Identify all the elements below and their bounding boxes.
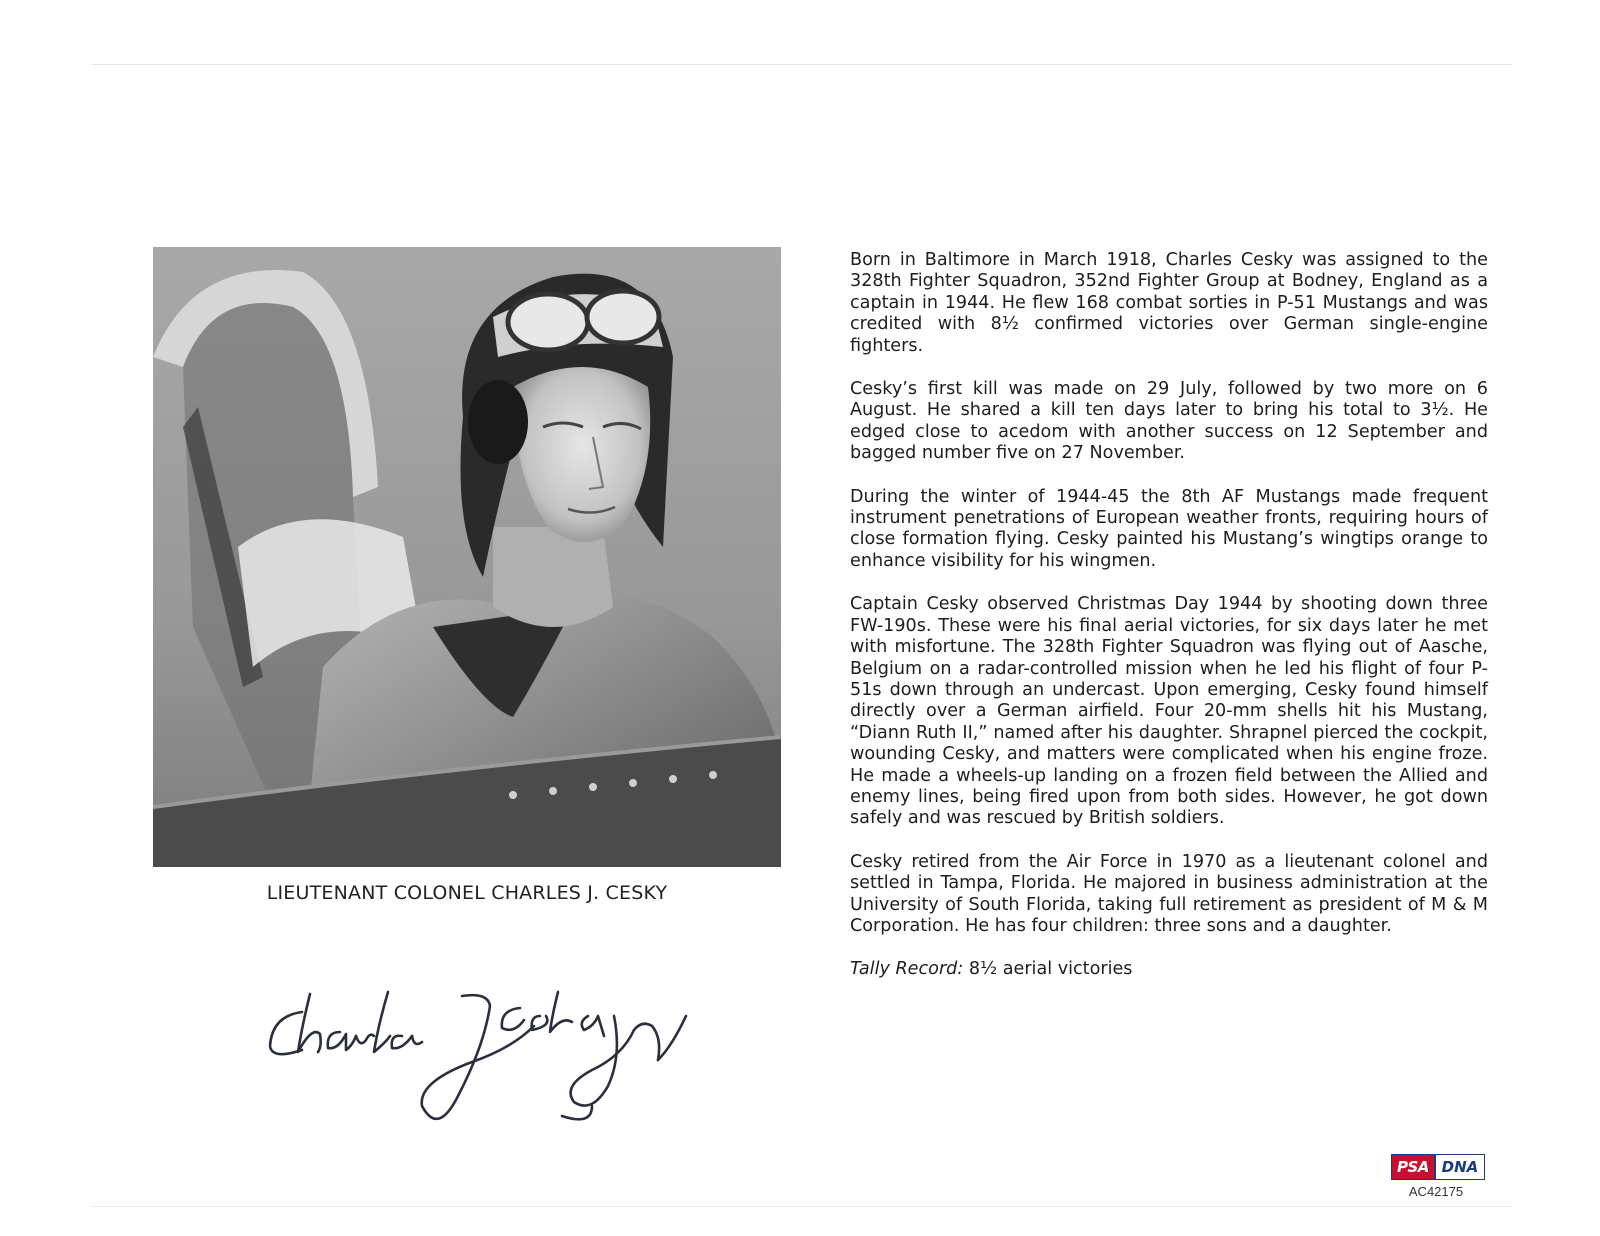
tally-value: 8½ aerial victories [963,959,1133,980]
page-bottom-edge [92,1206,1512,1207]
tally-label: Tally Record: [850,959,964,980]
psa-dna-logo [1391,1154,1485,1180]
tally-record [850,959,1488,980]
autograph-signature [262,986,702,1146]
psa-logo-text: PSA [1392,1155,1434,1179]
pilot-portrait-photo [153,247,781,867]
page-top-edge [92,64,1512,65]
bio-paragraph: Captain Cesky observed Christmas Day 1944 by shooting down three FW-190s. These were his final aerial victories, for six days later he met with misfortune. The 328th Fighter Squadron was flying out of Aasche, Belgium on a radar-controlled mission when he led his flight of four P-51s down through an undercast. Upon emerging, Cesky found himself directly over a German airfield. Four 20-mm shells hit his Mustang, “Diann Ruth II,” named after his daughter. Shrapnel pierced the cockpit, wounding Cesky, and matters were complicated when his engine froze. He made a wheels-up landing on a frozen field between the Allied and enemy lines, being fired upon from both sides. However, he got down safely and was rescued by British soldiers. [850,594,1488,829]
portrait-caption: LIEUTENANT COLONEL CHARLES J. CESKY [266,882,668,904]
dna-logo-text: DNA [1434,1155,1484,1179]
bio-paragraph: Cesky’s first kill was made on 29 July, followed by two more on 6 August. He shared a kill ten days later to bring his total to 3½. He edged close to acedom with another success on 12 September and bagged number five on 27 November. [850,379,1488,464]
certificate-number: AC42175 [1408,1184,1464,1199]
biography-text [850,250,1488,1003]
bio-paragraph: Cesky retired from the Air Force in 1970 as a lieutenant colonel and settled in Tampa, Florida. He majored in business administration at the University of South Florida, taking full retirement as president of M & M Corporation. He has four children: three sons and a daughter. [850,851,1488,936]
bio-paragraph: Born in Baltimore in March 1918, Charles Cesky was assigned to the 328th Fighter Squadron, 352nd Fighter Group at Bodney, England as a captain in 1944. He flew 168 combat sorties in P-51 Mustangs and was credited with 8½ confirmed victories over German single-engine fighters. [850,250,1488,356]
bio-paragraph: During the winter of 1944-45 the 8th AF Mustangs made frequent instrument penetrations of European weather fronts, requiring hours of close formation flying. Cesky painted his Mustang’s wingtips orange to enhance visibility for his wingmen. [850,486,1488,571]
